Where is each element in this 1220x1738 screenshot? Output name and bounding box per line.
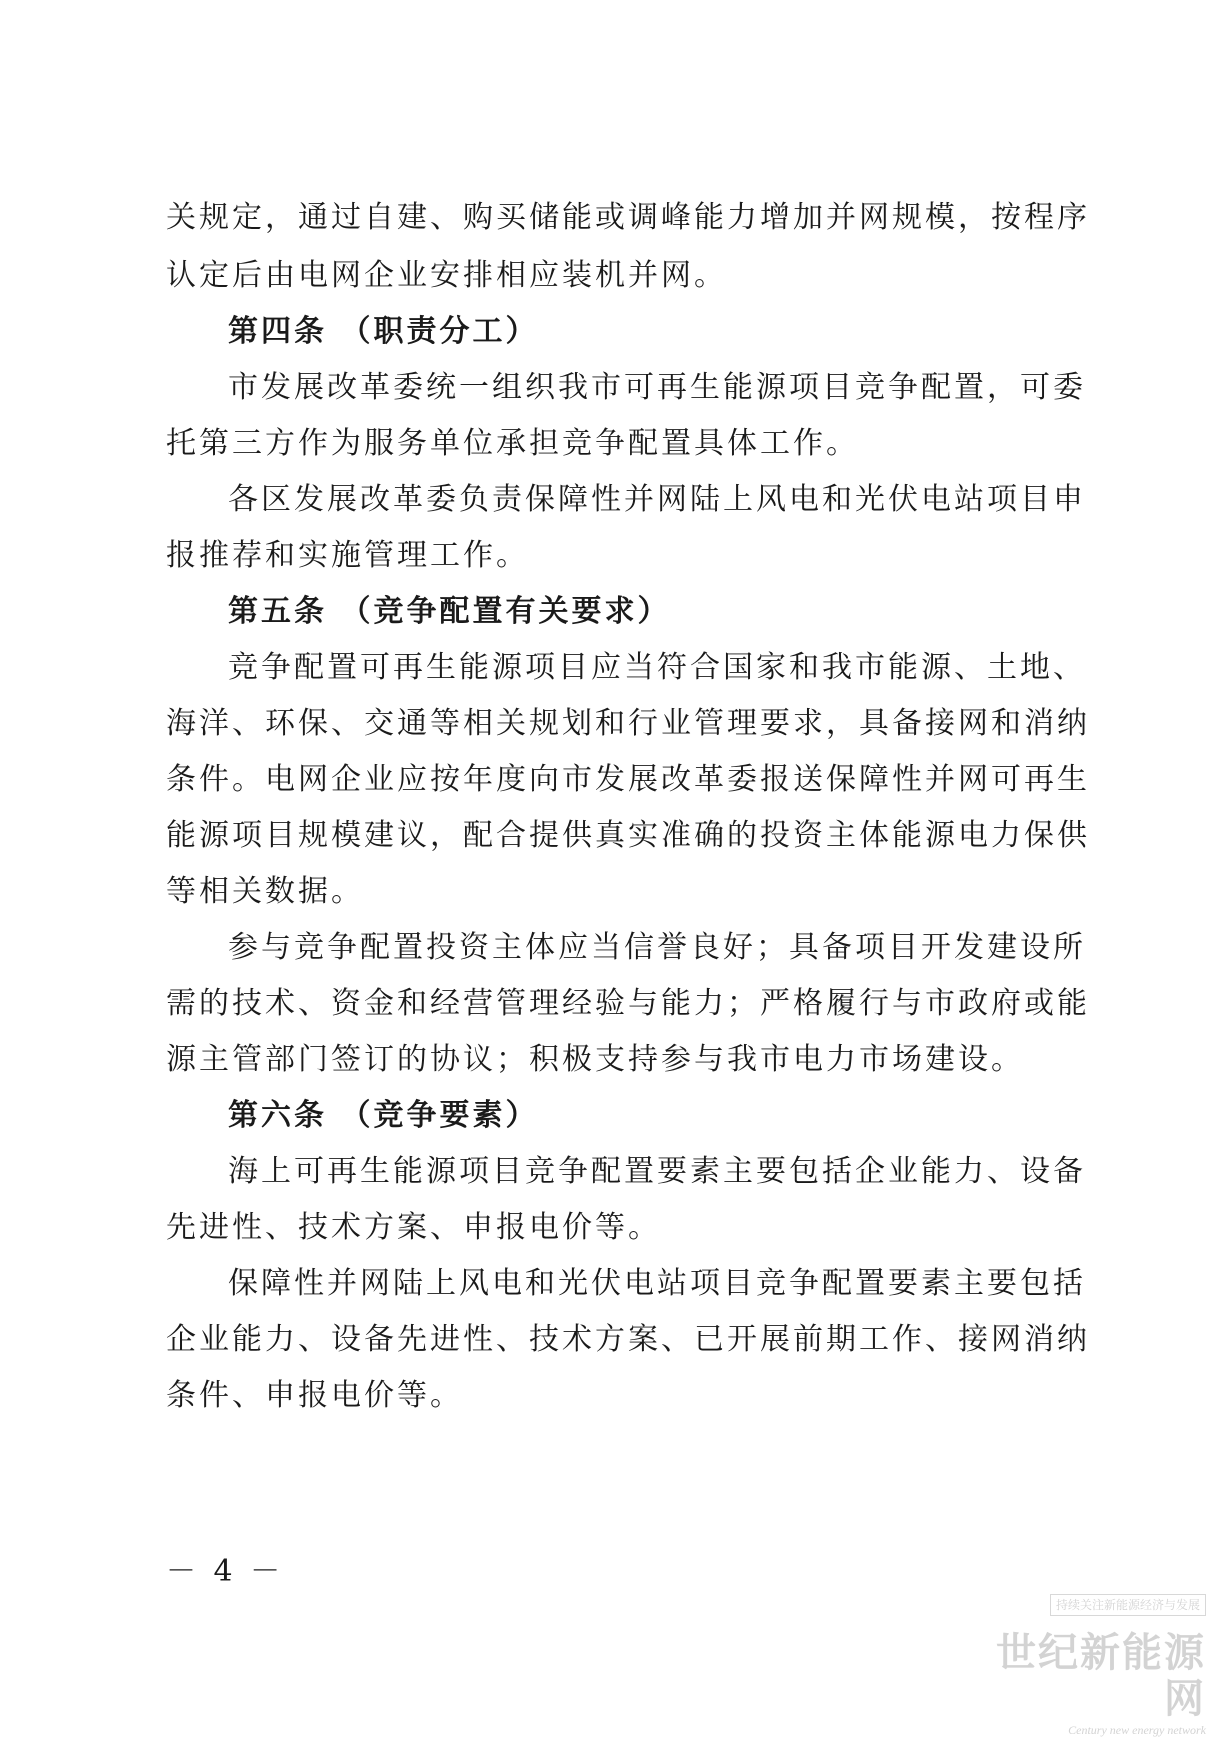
paragraph-line: 能源项目规模建议，配合提供真实准确的投资主体能源电力保供: [166, 818, 1090, 853]
paragraph-line: 各区发展改革委负责保障性并网陆上风电和光伏电站项目申: [228, 482, 1086, 517]
paragraph-line: 托第三方作为服务单位承担竞争配置具体工作。: [166, 426, 859, 461]
paragraph-line: 保障性并网陆上风电和光伏电站项目竞争配置要素主要包括: [228, 1266, 1086, 1301]
paragraph-line: 等相关数据。: [166, 874, 364, 909]
watermark-name: 世纪新能源网: [996, 1630, 1206, 1722]
watermark-english: Century new energy network: [1068, 1723, 1206, 1737]
paragraph-line: 条件、申报电价等。: [166, 1378, 463, 1413]
article-heading: 第四条 （职责分工）: [228, 314, 539, 349]
paragraph-line: 参与竞争配置投资主体应当信誉良好；具备项目开发建设所: [228, 930, 1086, 965]
paragraph-line: 先进性、技术方案、申报电价等。: [166, 1210, 661, 1245]
site-watermark: [996, 1586, 1206, 1737]
watermark-tagline: 持续关注新能源经济与发展: [1050, 1594, 1206, 1616]
paragraph-line: 报推荐和实施管理工作。: [166, 538, 529, 573]
article-heading: 第五条 （竞争配置有关要求）: [228, 594, 671, 629]
paragraph-line: 关规定，通过自建、购买储能或调峰能力增加并网规模，按程序: [166, 200, 1090, 235]
paragraph-line: 源主管部门签订的协议；积极支持参与我市电力市场建设。: [166, 1042, 1024, 1077]
paragraph-line: 海洋、环保、交通等相关规划和行业管理要求，具备接网和消纳: [166, 706, 1090, 741]
paragraph-line: 需的技术、资金和经营管理经验与能力；严格履行与市政府或能: [166, 986, 1090, 1021]
paragraph-line: 海上可再生能源项目竞争配置要素主要包括企业能力、设备: [228, 1154, 1086, 1189]
paragraph-line: 条件。电网企业应按年度向市发展改革委报送保障性并网可再生: [166, 762, 1090, 797]
article-heading: 第六条 （竞争要素）: [228, 1098, 539, 1133]
paragraph-line: 市发展改革委统一组织我市可再生能源项目竞争配置，可委: [228, 370, 1086, 405]
paragraph-line: 认定后由电网企业安排相应装机并网。: [166, 258, 727, 293]
paragraph-line: 企业能力、设备先进性、技术方案、已开展前期工作、接网消纳: [166, 1322, 1090, 1357]
paragraph-line: 竞争配置可再生能源项目应当符合国家和我市能源、土地、: [228, 650, 1086, 685]
page-number: － 4 －: [166, 1554, 285, 1589]
